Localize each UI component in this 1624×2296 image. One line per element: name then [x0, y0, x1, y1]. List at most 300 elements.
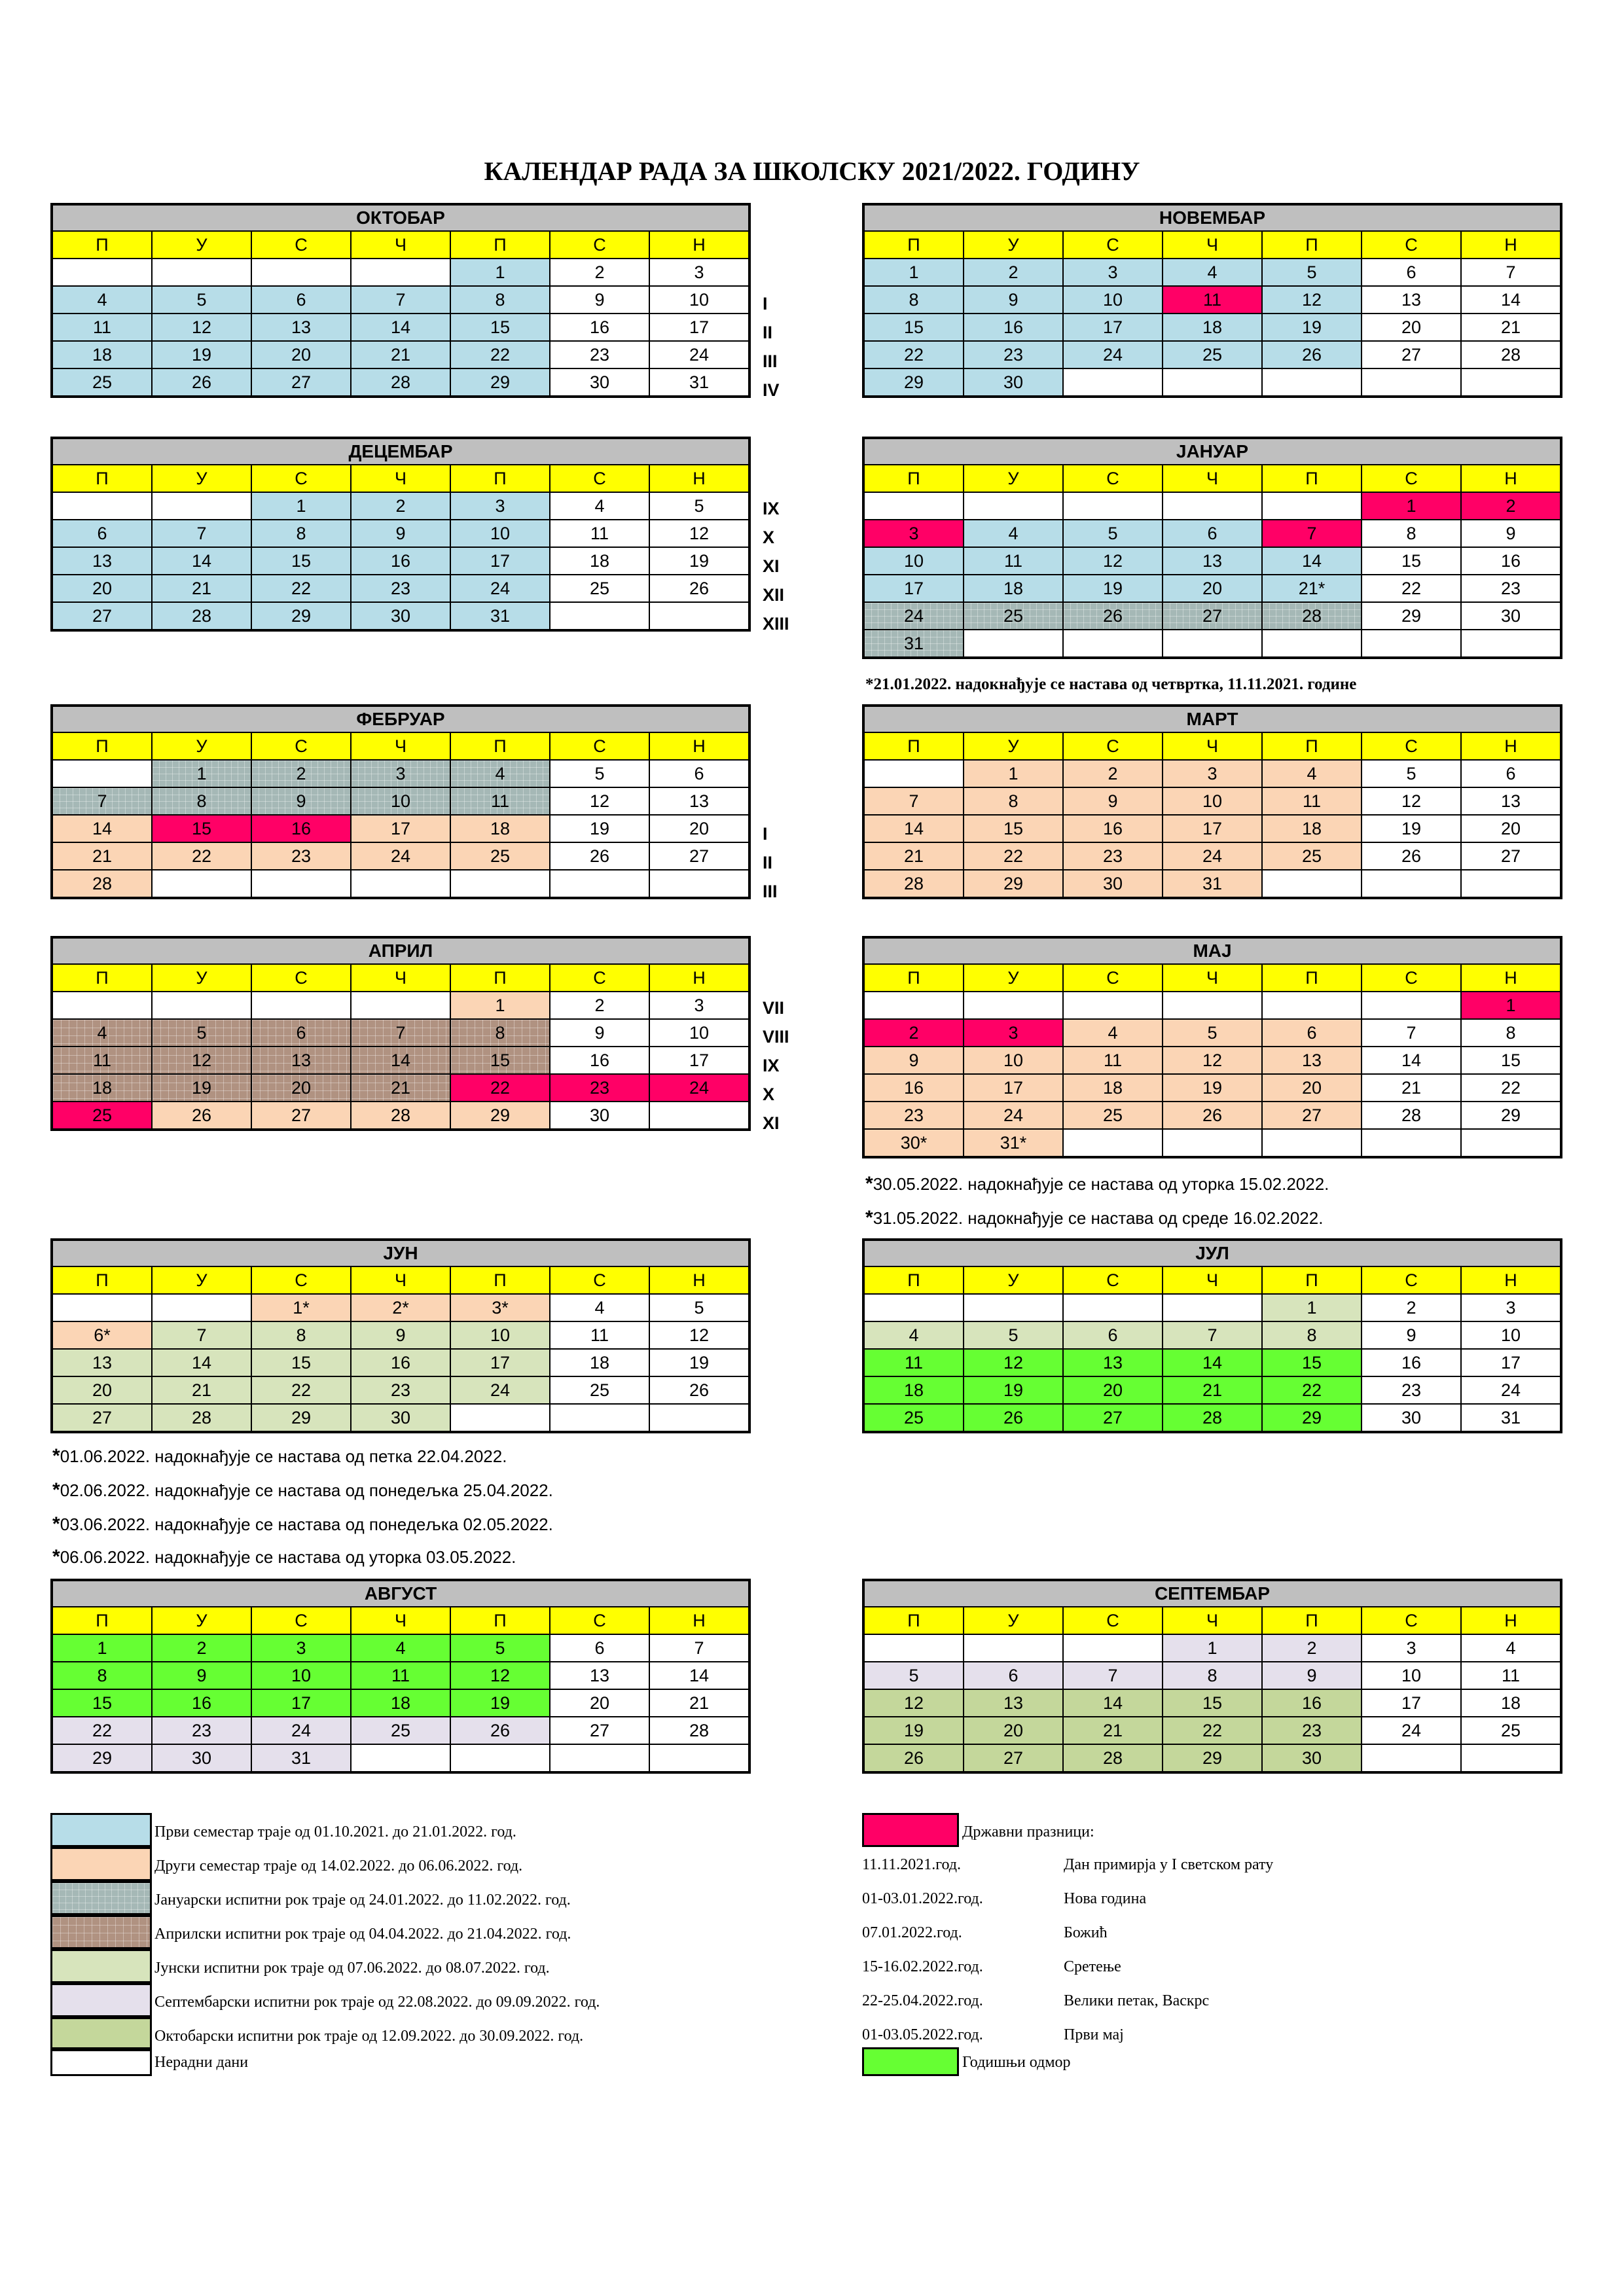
day-cell: 9 [152, 1662, 251, 1689]
week-row [52, 1744, 749, 1772]
legend-swatch [50, 1813, 152, 1847]
day-name-header: С [550, 231, 649, 259]
day-cell: 20 [52, 575, 152, 602]
month-novembar [862, 203, 1562, 398]
day-name-header: П [52, 1266, 152, 1294]
day-name-header: У [152, 465, 251, 492]
week-row [52, 1662, 749, 1689]
empty-cell [1163, 630, 1262, 658]
week-row [52, 547, 749, 575]
day-cell: 25 [1262, 842, 1362, 870]
day-cell: 3 [450, 492, 550, 520]
day-name-header: П [52, 231, 152, 259]
day-cell: 17 [1163, 815, 1262, 842]
page-title: КАЛЕНДАР РАДА ЗА ШКОЛСКУ 2021/2022. ГОДИНУ [484, 156, 1140, 186]
day-cell: 13 [649, 787, 749, 815]
day-cell: 27 [251, 1102, 351, 1130]
day-name-header: Н [1461, 231, 1561, 259]
day-cell: 28 [1461, 341, 1561, 368]
day-cell: 21 [863, 842, 964, 870]
day-cell: 8 [152, 787, 251, 815]
day-cell: 23 [964, 341, 1063, 368]
day-cell: 29 [1362, 602, 1461, 630]
week-number: XIII [763, 614, 789, 634]
day-cell: 23 [550, 341, 649, 368]
day-cell: 4 [1461, 1634, 1561, 1662]
week-row [863, 259, 1561, 286]
week-number: X [763, 1085, 775, 1104]
jun-note-3: *03.06.2022. надокнађује се настава од понедељка 02.05.2022. [52, 1513, 553, 1535]
empty-cell [649, 870, 749, 898]
day-cell: 29 [450, 1102, 550, 1130]
week-number: II [763, 323, 773, 342]
day-cell: 10 [649, 286, 749, 314]
month-februar [50, 704, 778, 901]
day-cell: 16 [550, 1047, 649, 1074]
day-name-header: С [1362, 231, 1461, 259]
day-cell: 3* [450, 1294, 550, 1321]
day-cell: 7 [1461, 259, 1561, 286]
empty-cell [550, 1404, 649, 1432]
day-cell: 8 [450, 286, 550, 314]
day-cell: 9 [863, 1047, 964, 1074]
day-cell: 10 [1461, 1321, 1561, 1349]
day-cell: 5 [550, 760, 649, 787]
day-name-header: С [251, 732, 351, 760]
day-name-header: П [52, 964, 152, 992]
day-cell: 19 [649, 1349, 749, 1376]
empty-cell [351, 992, 450, 1019]
day-cell: 26 [450, 1717, 550, 1744]
day-cell: 24 [351, 842, 450, 870]
day-name-header: Ч [1163, 465, 1262, 492]
day-cell: 10 [251, 1662, 351, 1689]
day-cell: 28 [52, 870, 152, 898]
day-cell: 1 [863, 259, 964, 286]
day-cell: 10 [964, 1047, 1063, 1074]
maj-note-1: *30.05.2022. надокнађује се настава од уторка 15.02.2022. [865, 1173, 1329, 1194]
empty-cell [1461, 1129, 1561, 1157]
day-name-header: С [1063, 1266, 1163, 1294]
day-cell: 12 [649, 520, 749, 547]
day-cell: 21 [351, 1074, 450, 1102]
day-cell: 13 [251, 314, 351, 341]
day-cell: 15 [251, 1349, 351, 1376]
day-cell: 7 [649, 1634, 749, 1662]
holiday-name: Сретење [1064, 1958, 1121, 1975]
day-cell: 24 [649, 341, 749, 368]
day-cell: 5 [1063, 520, 1163, 547]
day-cell: 17 [251, 1689, 351, 1717]
day-cell: 20 [1362, 314, 1461, 341]
day-cell: 29 [251, 602, 351, 630]
empty-cell [52, 492, 152, 520]
day-cell: 3 [1163, 760, 1262, 787]
day-cell: 10 [649, 1019, 749, 1047]
day-cell: 27 [1362, 341, 1461, 368]
week-row [52, 815, 749, 842]
week-row [863, 815, 1561, 842]
month-name: ЈУЛ [863, 1240, 1561, 1266]
day-cell: 16 [351, 1349, 450, 1376]
week-row [52, 1074, 749, 1102]
day-cell: 23 [1362, 1376, 1461, 1404]
day-cell: 19 [450, 1689, 550, 1717]
day-cell: 7 [351, 286, 450, 314]
day-cell: 31 [450, 602, 550, 630]
day-cell: 25 [450, 842, 550, 870]
day-cell: 21 [351, 341, 450, 368]
week-row [863, 286, 1561, 314]
day-name-header: П [450, 1607, 550, 1634]
week-row [52, 492, 749, 520]
empty-cell [863, 1634, 964, 1662]
day-cell: 7 [152, 1321, 251, 1349]
day-cell: 5 [1262, 259, 1362, 286]
day-cell: 6 [1163, 520, 1262, 547]
day-cell: 18 [450, 815, 550, 842]
empty-cell [863, 760, 964, 787]
month-table [862, 437, 1562, 659]
day-name-header: У [964, 1266, 1063, 1294]
day-cell: 14 [152, 1349, 251, 1376]
day-cell: 28 [152, 602, 251, 630]
day-name-header: Н [1461, 1607, 1561, 1634]
day-cell: 11 [1163, 286, 1262, 314]
month-septembar [862, 1579, 1562, 1774]
day-cell: 1 [251, 492, 351, 520]
week-row [52, 1634, 749, 1662]
day-cell: 22 [251, 1376, 351, 1404]
week-row [52, 787, 749, 815]
day-cell: 27 [52, 602, 152, 630]
day-cell: 11 [52, 1047, 152, 1074]
day-cell: 25 [52, 368, 152, 397]
day-name-header: П [52, 732, 152, 760]
day-cell: 2 [152, 1634, 251, 1662]
day-cell: 16 [152, 1689, 251, 1717]
day-cell: 13 [1262, 1047, 1362, 1074]
day-cell: 28 [1163, 1404, 1262, 1432]
day-cell: 6 [550, 1634, 649, 1662]
empty-cell [964, 492, 1063, 520]
day-cell: 15 [1461, 1047, 1561, 1074]
week-row [863, 1047, 1561, 1074]
day-cell: 29 [450, 368, 550, 397]
day-cell: 5 [152, 1019, 251, 1047]
month-januar [862, 437, 1562, 659]
day-cell: 19 [1262, 314, 1362, 341]
day-cell: 1 [450, 259, 550, 286]
legend-text: Октобарски испитни рок траје од 12.09.2022. до 30.09.2022. год. [154, 2028, 584, 2045]
empty-cell [52, 760, 152, 787]
month-name: АПРИЛ [52, 937, 749, 964]
week-row [863, 1129, 1561, 1157]
day-cell: 21 [1461, 314, 1561, 341]
empty-cell [1362, 1129, 1461, 1157]
day-name-header: У [964, 465, 1063, 492]
day-cell: 15 [964, 815, 1063, 842]
day-cell: 22 [450, 1074, 550, 1102]
day-cell: 11 [1262, 787, 1362, 815]
day-cell: 22 [1262, 1376, 1362, 1404]
holiday-name: Први мај [1064, 2026, 1124, 2043]
day-name-header: С [1362, 1607, 1461, 1634]
day-cell: 6* [52, 1321, 152, 1349]
empty-cell [1461, 1744, 1561, 1772]
day-cell: 4 [52, 286, 152, 314]
day-cell: 17 [450, 547, 550, 575]
month-name: ДЕЦЕМБАР [52, 438, 749, 465]
week-row [863, 1404, 1561, 1432]
day-cell: 12 [863, 1689, 964, 1717]
day-cell: 18 [351, 1689, 450, 1717]
day-cell: 24 [649, 1074, 749, 1102]
day-cell: 2 [964, 259, 1063, 286]
day-cell: 12 [1063, 547, 1163, 575]
day-name-header: П [1262, 1607, 1362, 1634]
legend-swatch [50, 1881, 152, 1915]
day-cell: 30 [152, 1744, 251, 1772]
week-number: XI [763, 556, 780, 576]
month-name: АВГУСТ [52, 1580, 749, 1607]
legend-text: Септембарски испитни рок траје од 22.08.2022. до 09.09.2022. год. [154, 1994, 600, 2011]
day-name-header: Ч [1163, 231, 1262, 259]
day-cell: 15 [1262, 1349, 1362, 1376]
empty-cell [1163, 1294, 1262, 1321]
day-cell: 3 [351, 760, 450, 787]
holiday-name: Божић [1064, 1924, 1108, 1941]
empty-cell [1262, 1129, 1362, 1157]
day-name-header: У [152, 732, 251, 760]
week-row [863, 1074, 1561, 1102]
day-cell: 13 [52, 1349, 152, 1376]
empty-cell [251, 870, 351, 898]
day-cell: 19 [863, 1717, 964, 1744]
month-jun [50, 1238, 751, 1433]
month-jul [862, 1238, 1562, 1433]
day-cell: 9 [1362, 1321, 1461, 1349]
day-name-header: Ч [1163, 1607, 1262, 1634]
day-cell: 28 [351, 1102, 450, 1130]
day-cell: 16 [1461, 547, 1561, 575]
holiday-name: Дан примирја у I светском рату [1064, 1856, 1274, 1873]
empty-cell [1063, 492, 1163, 520]
week-row [863, 1376, 1561, 1404]
empty-cell [1461, 368, 1561, 397]
day-cell: 20 [1163, 575, 1262, 602]
day-name-header: П [863, 1266, 964, 1294]
day-cell: 15 [251, 547, 351, 575]
empty-cell [550, 870, 649, 898]
day-cell: 24 [964, 1102, 1063, 1129]
week-row [52, 842, 749, 870]
day-cell: 31 [251, 1744, 351, 1772]
day-cell: 5 [1163, 1019, 1262, 1047]
day-cell: 28 [863, 870, 964, 898]
day-cell: 17 [863, 575, 964, 602]
day-cell: 2 [1461, 492, 1561, 520]
day-cell: 1 [152, 760, 251, 787]
day-cell: 20 [52, 1376, 152, 1404]
day-cell: 22 [1163, 1717, 1262, 1744]
week-row [863, 492, 1561, 520]
day-cell: 24 [1461, 1376, 1561, 1404]
empty-cell [550, 602, 649, 630]
day-cell: 25 [863, 1404, 964, 1432]
day-cell: 1* [251, 1294, 351, 1321]
day-name-header: Н [649, 465, 749, 492]
day-name-header: У [964, 1607, 1063, 1634]
empty-cell [1362, 368, 1461, 397]
day-name-header: С [1063, 732, 1163, 760]
week-row [52, 1102, 749, 1130]
day-cell: 11 [964, 547, 1063, 575]
holiday-swatch [862, 1813, 959, 1847]
empty-cell [1163, 992, 1262, 1019]
week-row [863, 314, 1561, 341]
month-decembar [50, 437, 789, 634]
empty-cell [1362, 1744, 1461, 1772]
day-cell: 18 [964, 575, 1063, 602]
day-cell: 2 [1262, 1634, 1362, 1662]
day-cell: 18 [52, 341, 152, 368]
day-cell: 19 [152, 341, 251, 368]
day-cell: 17 [1461, 1349, 1561, 1376]
day-name-header: Ч [351, 1607, 450, 1634]
day-cell: 8 [1362, 520, 1461, 547]
day-cell: 16 [550, 314, 649, 341]
holiday-date: 22-25.04.2022.год. [862, 1992, 983, 2009]
day-cell: 23 [863, 1102, 964, 1129]
empty-cell [649, 1102, 749, 1130]
week-number: IX [763, 1056, 780, 1075]
day-cell: 7 [52, 787, 152, 815]
day-name-header: С [1063, 964, 1163, 992]
day-cell: 8 [251, 520, 351, 547]
week-row [863, 1689, 1561, 1717]
day-cell: 7 [1362, 1019, 1461, 1047]
holiday-name: Нова година [1064, 1890, 1147, 1907]
day-name-header: П [52, 1607, 152, 1634]
week-row [52, 575, 749, 602]
day-name-header: Н [649, 732, 749, 760]
day-cell: 4 [52, 1019, 152, 1047]
day-cell: 26 [649, 575, 749, 602]
day-cell: 27 [964, 1744, 1063, 1772]
empty-cell [1262, 992, 1362, 1019]
day-name-header: Ч [1163, 964, 1262, 992]
day-cell: 18 [52, 1074, 152, 1102]
day-cell: 13 [964, 1689, 1063, 1717]
day-cell: 10 [351, 787, 450, 815]
day-cell: 23 [1262, 1717, 1362, 1744]
week-row [52, 760, 749, 787]
week-number: II [763, 853, 773, 872]
day-cell: 26 [1362, 842, 1461, 870]
day-cell: 24 [450, 1376, 550, 1404]
day-cell: 30 [964, 368, 1063, 397]
month-table [50, 936, 751, 1131]
day-name-header: У [964, 964, 1063, 992]
day-cell: 1 [1262, 1294, 1362, 1321]
day-cell: 16 [1262, 1689, 1362, 1717]
week-row [52, 1349, 749, 1376]
week-number: IX [763, 499, 780, 518]
week-row [863, 602, 1561, 630]
day-name-header: С [550, 964, 649, 992]
week-number: III [763, 351, 778, 371]
day-name-header: С [550, 1607, 649, 1634]
empty-cell [450, 1404, 550, 1432]
empty-cell [863, 1294, 964, 1321]
day-cell: 30 [550, 1102, 649, 1130]
day-cell: 4 [964, 520, 1063, 547]
day-cell: 25 [1063, 1102, 1163, 1129]
day-cell: 20 [1461, 815, 1561, 842]
day-cell: 26 [964, 1404, 1063, 1432]
week-number: III [763, 882, 778, 901]
week-row [52, 602, 749, 630]
day-cell: 16 [351, 547, 450, 575]
day-cell: 31 [649, 368, 749, 397]
day-name-header: С [251, 1607, 351, 1634]
week-row [863, 520, 1561, 547]
day-cell: 12 [1362, 787, 1461, 815]
day-cell: 27 [649, 842, 749, 870]
empty-cell [251, 259, 351, 286]
day-cell: 25 [351, 1717, 450, 1744]
day-name-header: П [863, 231, 964, 259]
day-name-header: С [1063, 231, 1163, 259]
day-cell: 12 [1163, 1047, 1262, 1074]
day-cell: 1 [1362, 492, 1461, 520]
day-name-header: Н [1461, 964, 1561, 992]
week-number: X [763, 528, 775, 547]
day-cell: 18 [1461, 1689, 1561, 1717]
day-cell: 29 [52, 1744, 152, 1772]
day-cell: 8 [1262, 1321, 1362, 1349]
day-cell: 20 [964, 1717, 1063, 1744]
day-cell: 12 [964, 1349, 1063, 1376]
week-row [52, 1717, 749, 1744]
day-cell: 15 [152, 815, 251, 842]
day-cell: 2 [863, 1019, 964, 1047]
week-row [863, 575, 1561, 602]
week-row [863, 842, 1561, 870]
day-cell: 18 [550, 1349, 649, 1376]
day-name-header: С [251, 964, 351, 992]
day-cell: 11 [450, 787, 550, 815]
empty-cell [863, 992, 964, 1019]
day-name-header: Н [1461, 465, 1561, 492]
day-cell: 25 [1461, 1717, 1561, 1744]
day-cell: 8 [450, 1019, 550, 1047]
day-cell: 19 [964, 1376, 1063, 1404]
day-name-header: С [1362, 732, 1461, 760]
day-cell: 13 [1461, 787, 1561, 815]
day-name-header: П [450, 1266, 550, 1294]
day-cell: 3 [251, 1634, 351, 1662]
day-name-header: Ч [351, 732, 450, 760]
week-row [863, 1294, 1561, 1321]
day-cell: 8 [251, 1321, 351, 1349]
week-row [863, 992, 1561, 1019]
day-cell: 14 [649, 1662, 749, 1689]
empty-cell [1362, 992, 1461, 1019]
day-cell: 18 [1163, 314, 1262, 341]
month-name: МАРТ [863, 706, 1561, 732]
